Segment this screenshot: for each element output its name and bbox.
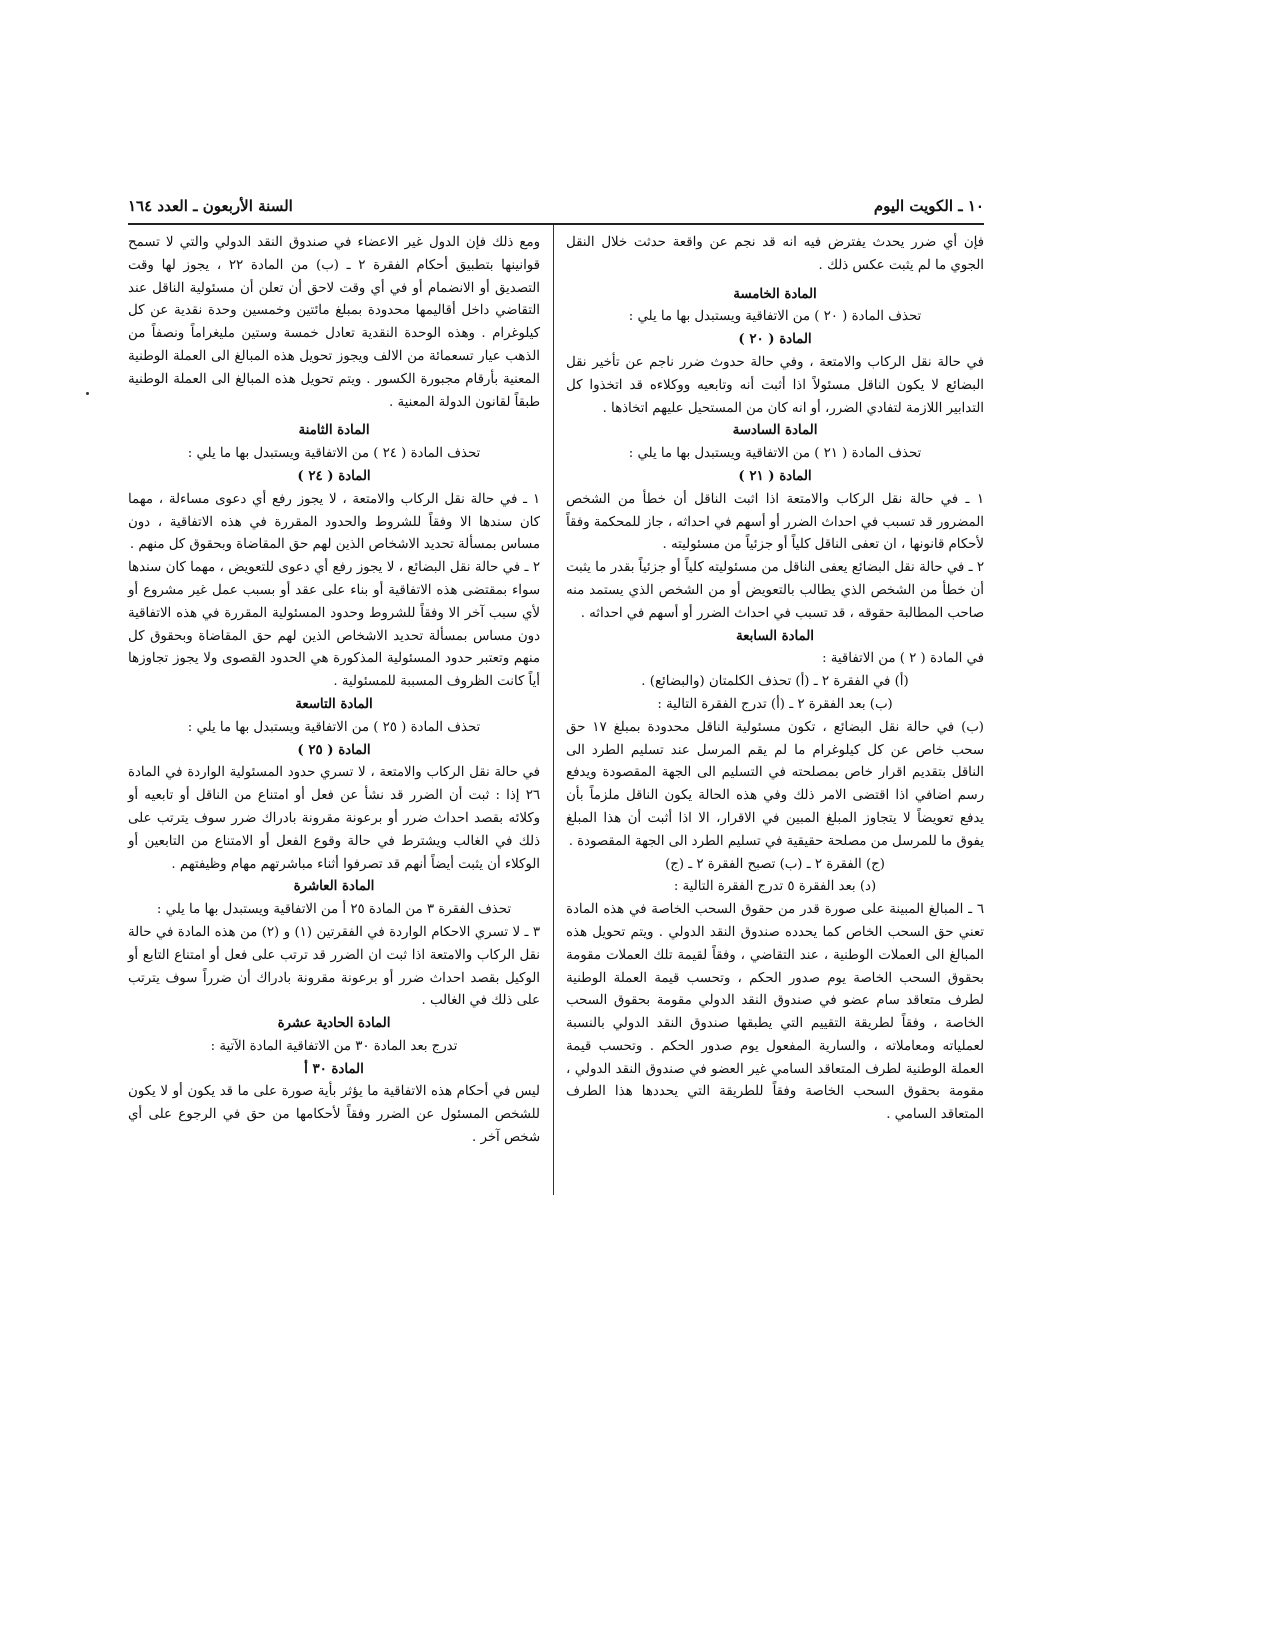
article-heading: المادة الخامسة <box>733 286 817 302</box>
instruction-line: (د) بعد الفقرة ٥ تدرج الفقرة التالية : <box>673 879 877 895</box>
instruction-line: تحذف المادة ( ٢٠ ) من الاتفاقية ويستبدل بها ما يلي : <box>628 309 922 325</box>
article-heading: المادة الحادية عشرة <box>277 1016 391 1032</box>
header-rule <box>128 223 984 225</box>
margin-mark <box>86 392 89 395</box>
paragraph: ٢ ـ في حالة نقل البضائع يعفى الناقل من مسئوليته كلياً أو جزئياً بقدر ما يثبت أن خطأ من الشخص الذي يطالب بالتعويض أو من الشخص الذي يستمد منه صاحب المطالبة حقوقه ، قد تسبب في احداث الضرر أو أسهم في احداثه . <box>566 560 984 621</box>
left-column <box>128 232 540 1150</box>
column-divider <box>553 225 554 1195</box>
article-heading: المادة ( ٢٥ ) <box>297 742 371 758</box>
article-heading: المادة ( ٢٤ ) <box>297 468 371 484</box>
article-heading: المادة ( ٢١ ) <box>738 468 812 484</box>
paragraph: ١ ـ في حالة نقل الركاب والامتعة ، لا يجوز رفع أي دعوى مساءلة ، مهما كان سندها الا وفقاً للشروط والحدود المقررة في هذه الاتفاقية ، دون مساس بمسألة تحديد الاشخاص الذين لهم حق المقاضاة وبحقوق كل منهم . <box>128 491 540 553</box>
instruction-line: (أ) في الفقرة ٢ ـ (أ) تحذف الكلمتان (والبضائع) . <box>641 674 909 690</box>
instruction-line: تدرج بعد المادة ٣٠ من الاتفاقية المادة الآتية : <box>210 1038 458 1054</box>
instruction-line: تحذف الفقرة ٣ من المادة ٢٥ أ من الاتفاقية ويستبدل بها ما يلي : <box>156 902 512 918</box>
paragraph: ٣ ـ لا تسري الاحكام الواردة في الفقرتين (١) و (٢) من هذه المادة في حالة نقل الركاب والامتعة اذا ثبت ان الضرر قد ترتب على فعل أو امتناع التابع أو الوكيل بقصد احداث ضرر أو برعونة مقرونة بادراك أن ضرراً سوف يترتب على ذلك في الغالب . <box>128 924 540 1009</box>
instruction-line: (ب) بعد الفقرة ٢ ـ (أ) تدرج الفقرة التالية : <box>657 696 893 712</box>
page-number-title: ١٠ ـ الكويت اليوم <box>873 197 984 215</box>
article-heading: المادة ( ٢٠ ) <box>738 332 812 348</box>
instruction-line: تحذف المادة ( ٢٤ ) من الاتفاقية ويستبدل بها ما يلي : <box>187 446 481 462</box>
paragraph: ومع ذلك فإن الدول غير الاعضاء في صندوق النقد الدولي والتي لا تسمح قوانينها بتطبيق أحكام الفقرة ٢ ـ (ب) من المادة ٢٢ ، يجوز لها وقت التصديق أو الانضمام أو في أي وقت لاحق أن تعلن أن مسئولية الناقل عند التقاضي داخل أقاليمها محدودة بمبلغ مائتين وخمسين وحدة نقدية عن كل كيلوغرام . وهذه الوحدة النقدية تعادل خمسة وستين مليغراماً ونصفاً من الذهب عيار تسعمائة من الالف ويجوز تحويل هذه المبالغ الى العملة الوطنية المعنية بأرقام مجبورة الكسور . ويتم تحويل هذه المبالغ الى العملة الوطنية طبقاً لقانون الدولة المعنية . <box>128 235 540 410</box>
paragraph: في حالة نقل الركاب والامتعة ، وفي حالة حدوث ضرر ناجم عن تأخير نقل البضائع لا يكون الناقل مسئولاً اذا أثبت أنه وتابعيه ووكلاءه قد اتخذوا كل التدابير اللازمة لتفادي الضرر، أو انه كان من المستحيل عليهم اتخاذها . <box>566 354 984 416</box>
instruction-line: تحذف المادة ( ٢١ ) من الاتفاقية ويستبدل بها ما يلي : <box>628 446 922 462</box>
article-heading: المادة السادسة <box>732 423 818 439</box>
instruction-line: (ج) الفقرة ٢ ـ (ب) تصبح الفقرة ٢ ـ (ج) <box>665 856 885 872</box>
page-header <box>128 197 984 221</box>
paragraph: في المادة ( ٢ ) من الاتفاقية : <box>822 651 984 667</box>
paragraph: ليس في أحكام هذه الاتفاقية ما يؤثر بأية صورة على ما قد يكون أو لا يكون للشخص المسئول عن الضرر وفقاً لأحكامها من حق في الرجوع على أي شخص آخر . <box>128 1084 540 1146</box>
article-heading: المادة السابعة <box>736 628 814 644</box>
paragraph: ١ ـ في حالة نقل الركاب والامتعة اذا اثبت الناقل أن خطأ من الشخص المضرور قد تسبب في احداث الضرر أو أسهم في احداثه ، جاز للمحكمة وفقاً لأحكام قانونها ، ان تعفى الناقل كلياً أو جزئياً من مسئوليته . <box>566 491 984 553</box>
paragraph: في حالة نقل الركاب والامتعة ، لا تسري حدود المسئولية الواردة في المادة ٢٦ إذا : ثبت أن الضرر قد نشأ عن فعل أو امتناع من الناقل أو تابعيه أو وكلائه بقصد احداث ضرر أو برعونة مقرونة بادراك ضرر سوف يترتب على ذلك في الغالب ويشترط في حالة وقوع الفعل أو الامتناع من التابعين أو الوكلاء أن يثبت أيضاً أنهم قد تصرفوا أثناء مباشرتهم مهام وظيفتهم . <box>128 765 540 872</box>
article-heading: المادة التاسعة <box>295 696 373 712</box>
right-column <box>566 232 984 1127</box>
instruction-line: تحذف المادة ( ٢٥ ) من الاتفاقية ويستبدل بها ما يلي : <box>187 719 481 735</box>
paragraph: فإن أي ضرر يحدث يفترض فيه انه قد نجم عن واقعة حدثت خلال النقل الجوي ما لم يثبت عكس ذلك . <box>566 235 984 273</box>
issue-info: السنة الأربعون ـ العدد ١٦٤ <box>128 197 293 215</box>
article-heading: المادة الثامنة <box>298 423 370 439</box>
paragraph: ٦ ـ المبالغ المبينة على صورة قدر من حقوق السحب الخاصة في هذه المادة تعني حق السحب الخاص كما يحدده صندوق النقد الدولي . ويتم تحويل هذه المبالغ الى العملات الوطنية ، عند التقاضي ، وفقاً لقيمة تلك العملات مقومة بحقوق السحب الخاصة يوم صدور الحكم ، وتحسب قيمة العملة الوطنية لطرف متعاقد سام عضو في صندوق النقد الدولي مقومة بحقوق السحب الخاصة ، وفقاً لطريقة التقييم التي يطبقها صندوق النقد الدولي بالنسبة لعملياته ومعاملاته ، والسارية المفعول يوم صدور الحكم . وتحسب قيمة العملة الوطنية لطرف المتعاقد السامي غير العضو في صندوق النقد الدولي ، مقومة بحقوق السحب الخاصة وفقاً للطريقة التي يحددها هذا الطرف المتعاقد السامي . <box>566 902 984 1123</box>
article-heading: المادة العاشرة <box>293 879 375 895</box>
article-heading: المادة ٣٠ أ <box>304 1061 364 1077</box>
paragraph: ٢ ـ في حالة نقل البضائع ، لا يجوز رفع أي دعوى للتعويض ، مهما كان سندها سواء بمقتضى هذه الاتفاقية أو بناء على عقد أو بسبب عمل غير مشروع أو لأي سبب آخر الا وفقاً للشروط وحدود المسئولية المقررة في هذه الاتفاقية دون مساس بمسألة تحديد الاشخاص الذين لهم حق المقاضاة وبحقوق كل منهم وتعتبر حدود المسئولية المذكورة هي الحدود القصوى ولا يجوز تجاوزها أياً كانت الظروف المسببة للمسئولية . <box>128 560 540 690</box>
paragraph: (ب) في حالة نقل البضائع ، تكون مسئولية الناقل محدودة بمبلغ ١٧ حق سحب خاص عن كل كيلوغرام ما لم يقم المرسل عند تسليم الطرد الى الناقل بتقديم اقرار خاص بمصلحته في التسليم الى الجهة المقصودة ويدفع رسم اضافي اذا اقتضى الامر ذلك وفي هذه الحالة يكون الناقل ملزماً بأن يدفع تعويضاً لا يتجاوز المبلغ المبين في الاقرار، الا اذا أثبت أن هذا المبلغ يفوق ما للمرسل من مصلحة حقيقية في تسليم الطرد الى الجهة المقصودة . <box>566 719 984 849</box>
